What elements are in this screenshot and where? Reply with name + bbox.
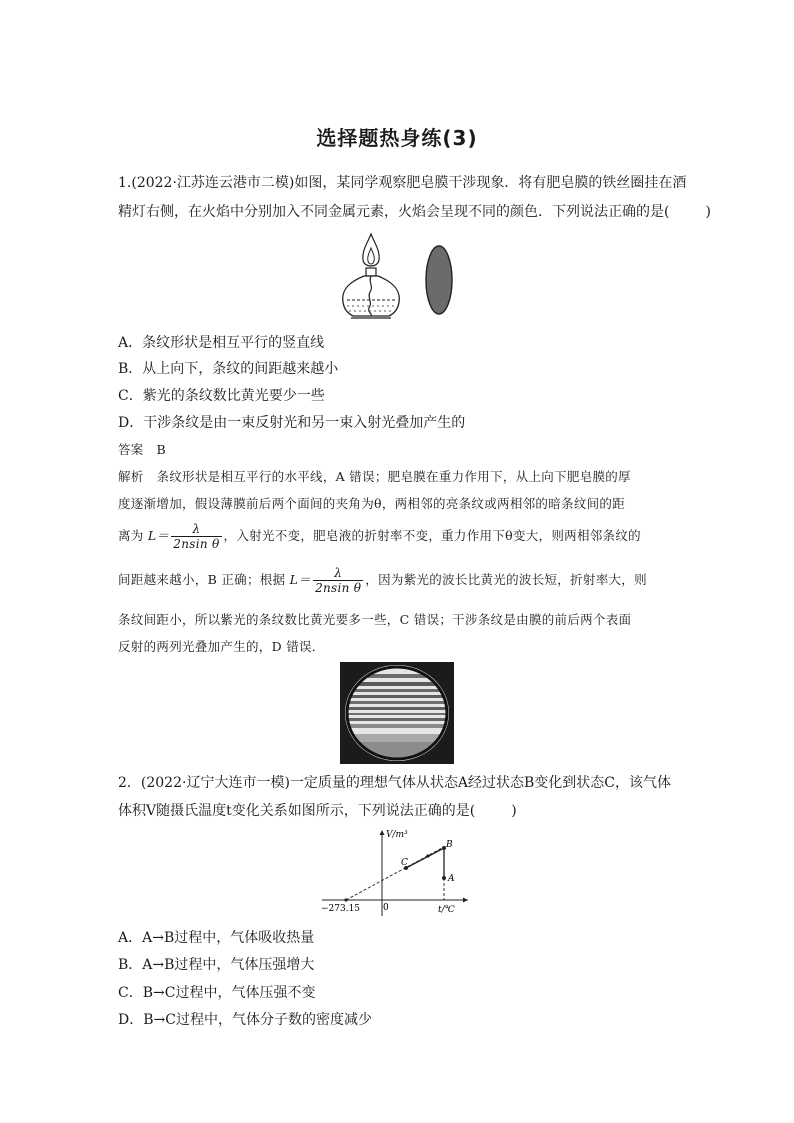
- x-axis-label: t/℃: [438, 905, 455, 915]
- q1-stem-line2: [118, 201, 711, 221]
- q1-solution-line4: [118, 566, 647, 595]
- flame-outer: [363, 234, 379, 266]
- point-c-label: C: [401, 858, 408, 868]
- answer-value: B: [156, 442, 166, 457]
- formula-denominator-2: 2nsin θ: [315, 581, 362, 595]
- q2-option-d: D．B→C过程中，气体分子数的密度减少: [118, 1012, 372, 1028]
- q1-option-d: D．干涉条纹是由一束反射光和另一束入射光叠加产生的: [118, 415, 466, 431]
- q2-option-b: B．A→B过程中，气体压强增大: [118, 957, 315, 973]
- formula-fraction-2: [313, 566, 363, 595]
- q2-stem-line1: 2．(2022·辽宁大连市一模)一定质量的理想气体从状态A经过状态B变化到状态C，该气体: [118, 775, 672, 791]
- q2-stem-line2-text: 体积V随摄氏温度t变化关系如图所示，下列说法正确的是(: [118, 803, 476, 819]
- q1-option-a: A．条纹形状是相互平行的竖直线: [118, 335, 325, 351]
- formula-numerator-2: λ: [313, 566, 363, 581]
- answer-label: 答案: [118, 442, 144, 457]
- q1-solution-line5: 条纹间距小，所以紫光的条纹数比黄光要多一些，C 错误；干涉条纹是由膜的前后两个表面: [118, 612, 632, 627]
- solution-text-3b: ，入射光不变，肥皂液的折射率不变，重力作用下θ变大，则两相邻条纹的: [223, 528, 641, 543]
- y-axis-label: V/m³: [386, 830, 408, 840]
- solution-text-4a: 间距越来越小，B 正确；根据: [118, 572, 286, 587]
- formula-fraction: [171, 522, 221, 551]
- origin-label: 0: [383, 903, 389, 913]
- q1-answer: [118, 440, 166, 458]
- q1-solution-line1: [118, 467, 631, 485]
- q1-stem-line1: 1.(2022·江苏连云港市二模)如图，某同学观察肥皂膜干涉现象．将有肥皂膜的铁丝圈挂在酒: [118, 175, 687, 191]
- q1-option-c: C．紫光的条纹数比黄光要少一些: [118, 388, 325, 404]
- alcohol-lamp-figure: [335, 228, 465, 324]
- formula-numerator: λ: [171, 522, 221, 537]
- interference-fringes-photo: [340, 662, 454, 764]
- solution-label: 解析: [118, 469, 144, 484]
- solution-text-3a: 离为: [118, 528, 144, 543]
- formula-lhs-2: L＝: [289, 572, 312, 587]
- point-b-label: B: [446, 840, 453, 850]
- q1-stem-line2-text: 精灯右侧，在火焰中分别加入不同金属元素，火焰会呈现不同的颜色．下列说法正确的是(: [118, 204, 670, 220]
- q2-option-a: A．A→B过程中，气体吸收热量: [118, 930, 315, 946]
- solution-text-1: 条纹形状是相互平行的水平线，A 错误；肥皂膜在重力作用下，从上向下肥皂膜的厚: [156, 469, 631, 484]
- q1-solution-line3: [118, 522, 641, 551]
- neg-tick-label: −273.15: [321, 904, 361, 914]
- v-t-graph: [320, 828, 470, 918]
- q2-stem-line2: [118, 800, 517, 820]
- formula-denominator: 2nsin θ: [173, 537, 220, 551]
- flame-inner: [368, 248, 375, 264]
- wick-holder: [366, 268, 376, 276]
- formula-lhs: L＝: [147, 528, 170, 543]
- q2-paren-close: ): [511, 803, 517, 819]
- point-a-label: A: [448, 874, 455, 884]
- c-b-line: [406, 848, 444, 868]
- q2-option-c: C．B→C过程中，气体压强不变: [118, 985, 316, 1001]
- page-title: 选择题热身练(3): [316, 126, 478, 150]
- q1-solution-line6: 反射的两列光叠加产生的，D 错误．: [118, 639, 325, 654]
- q1-paren-close: ): [705, 204, 711, 220]
- q1-option-b: B．从上向下，条纹的间距越来越小: [118, 361, 339, 377]
- solution-text-4b: ，因为紫光的波长比黄光的波长短，折射率大，则: [365, 572, 647, 587]
- q1-solution-line2: 度逐渐增加，假设薄膜前后两个面间的夹角为θ，两相邻的亮条纹或两相邻的暗条纹间的距: [118, 496, 626, 511]
- soap-film-ring: [426, 246, 452, 314]
